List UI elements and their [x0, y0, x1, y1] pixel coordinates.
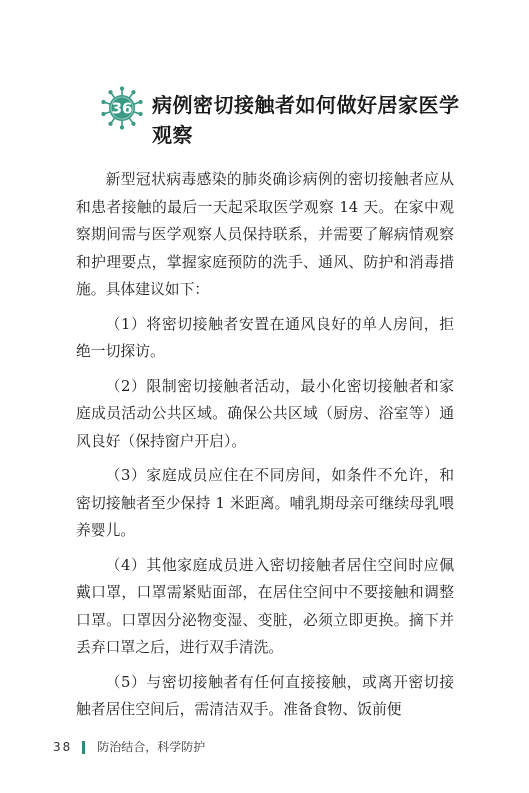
section-number: 36 [111, 99, 133, 118]
advice-item-4: （4）其他家庭成员进入密切接触者居住空间时应佩戴口罩，口罩需紧贴面部，在居住空间中不要接触和调整口罩。口罩因分泌物变湿、变脏，必须立即更换。摘下并丢弃口罩之后，进行双手清洗。 [76, 556, 454, 656]
footer-divider [82, 741, 85, 754]
virus-spike-tip [101, 100, 105, 104]
virus-spike-tip [138, 100, 142, 104]
intro-paragraph: 新型冠状病毒感染的肺炎确诊病例的密切接触者应从和患者接触的最后一天起采取医学观察 14 天。在家中观察期间需与医学观察人员保持联系，并需要了解病情观察和护理要点，掌握家庭预防的洗手、通风、防护和消毒措施。具体建议如下： [76, 171, 454, 298]
virus-spike-tip [131, 90, 135, 94]
section-title: 病例密切接触者如何做好居家医学观察 [152, 93, 460, 147]
section-header [100, 86, 460, 146]
advice-item-2: （2）限制密切接触者活动，最小化密切接触者和家庭成员活动公共区域。确保公共区域（厨房、浴室等）通风良好（保持窗户开启）。 [76, 377, 454, 450]
virus-spike-tip [108, 90, 112, 94]
advice-item-3: （3）家庭成员应住在不同房间，如条件不允许，和密切接触者至少保持 1 米距离。哺乳期母亲可继续母乳喂养婴儿。 [76, 467, 454, 539]
advice-item-5: （5）与密切接触者有任何直接接触，或离开密切接触者居住空间后，需清洁双手。准备食物、饭前便 [76, 673, 454, 718]
page-footer [53, 738, 205, 756]
virus-spike-tip [101, 112, 105, 116]
virus-spike-tip [120, 86, 124, 90]
virus-spike-tip [131, 122, 135, 126]
book-title: 防治结合，科学防护 [97, 740, 206, 754]
virus-spike-tip [120, 125, 124, 129]
virus-spike-tip [108, 122, 112, 126]
advice-item-1: （1）将密切接触者安置在通风良好的单人房间，拒绝一切探访。 [76, 315, 454, 360]
virus-icon-graphic [100, 86, 144, 130]
virus-icon [100, 86, 144, 130]
body-text [76, 166, 454, 731]
page-number: 38 [53, 740, 73, 754]
virus-spike-tip [138, 112, 142, 116]
